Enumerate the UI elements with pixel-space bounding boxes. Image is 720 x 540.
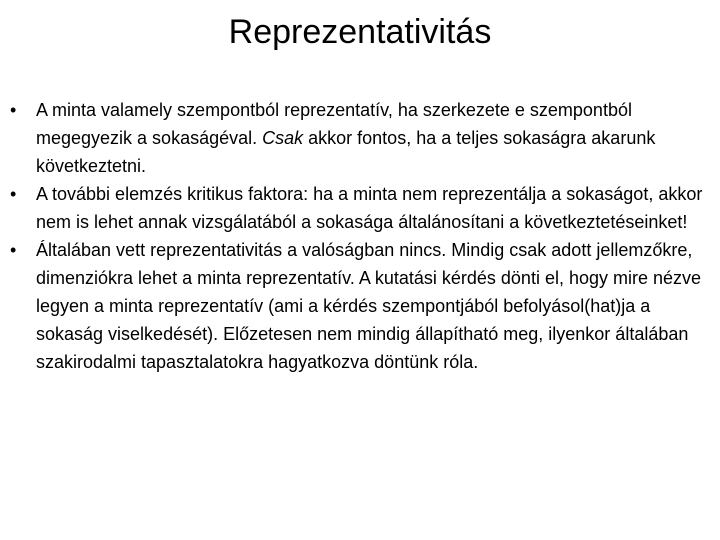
slide-body — [10, 96, 710, 376]
bullet-text-part: A minta valamely szempontból reprezentatív, ha szerkezete e szempontból megegyezik a sokaságéval. — [36, 100, 632, 148]
bullet-item — [10, 236, 710, 376]
bullet-text-emphasis: Csak — [262, 128, 304, 148]
bullet-icon: • — [10, 100, 17, 120]
bullet-text-part: Általában vett reprezentativitás a valóságban nincs. Mindig csak adott jellemzőkre, dimenziókra lehet a minta reprezentatív. A kutatási kérdés dönti el, hogy mire nézve legyen a minta reprezentatív (ami a kérdés szempontjából befolyásol(hat)ja a sokaság viselkedését). Előzetesen nem mindig állapítható meg, ilyenkor általában szakirodalmi tapasztalatokra hagyatkozva döntünk róla. — [36, 240, 702, 372]
bullet-text — [36, 184, 702, 232]
bullet-item — [10, 180, 710, 236]
bullet-text — [36, 100, 655, 176]
slide-title: Reprezentativitás — [228, 13, 492, 51]
bullet-icon: • — [10, 184, 17, 204]
bullet-item — [10, 96, 710, 180]
bullet-text-part: A további elemzés kritikus faktora: ha a minta nem reprezentálja a sokaságot, akkor nem is lehet annak vizsgálatából a sokasága általánosítani a következtetéseinket! — [36, 184, 703, 232]
bullet-text-part: akkor fontos, ha a teljes sokaságra akarunk következtetni. — [36, 128, 656, 176]
bullet-list — [10, 96, 710, 376]
bullet-icon: • — [10, 240, 17, 260]
bullet-text — [36, 240, 701, 372]
